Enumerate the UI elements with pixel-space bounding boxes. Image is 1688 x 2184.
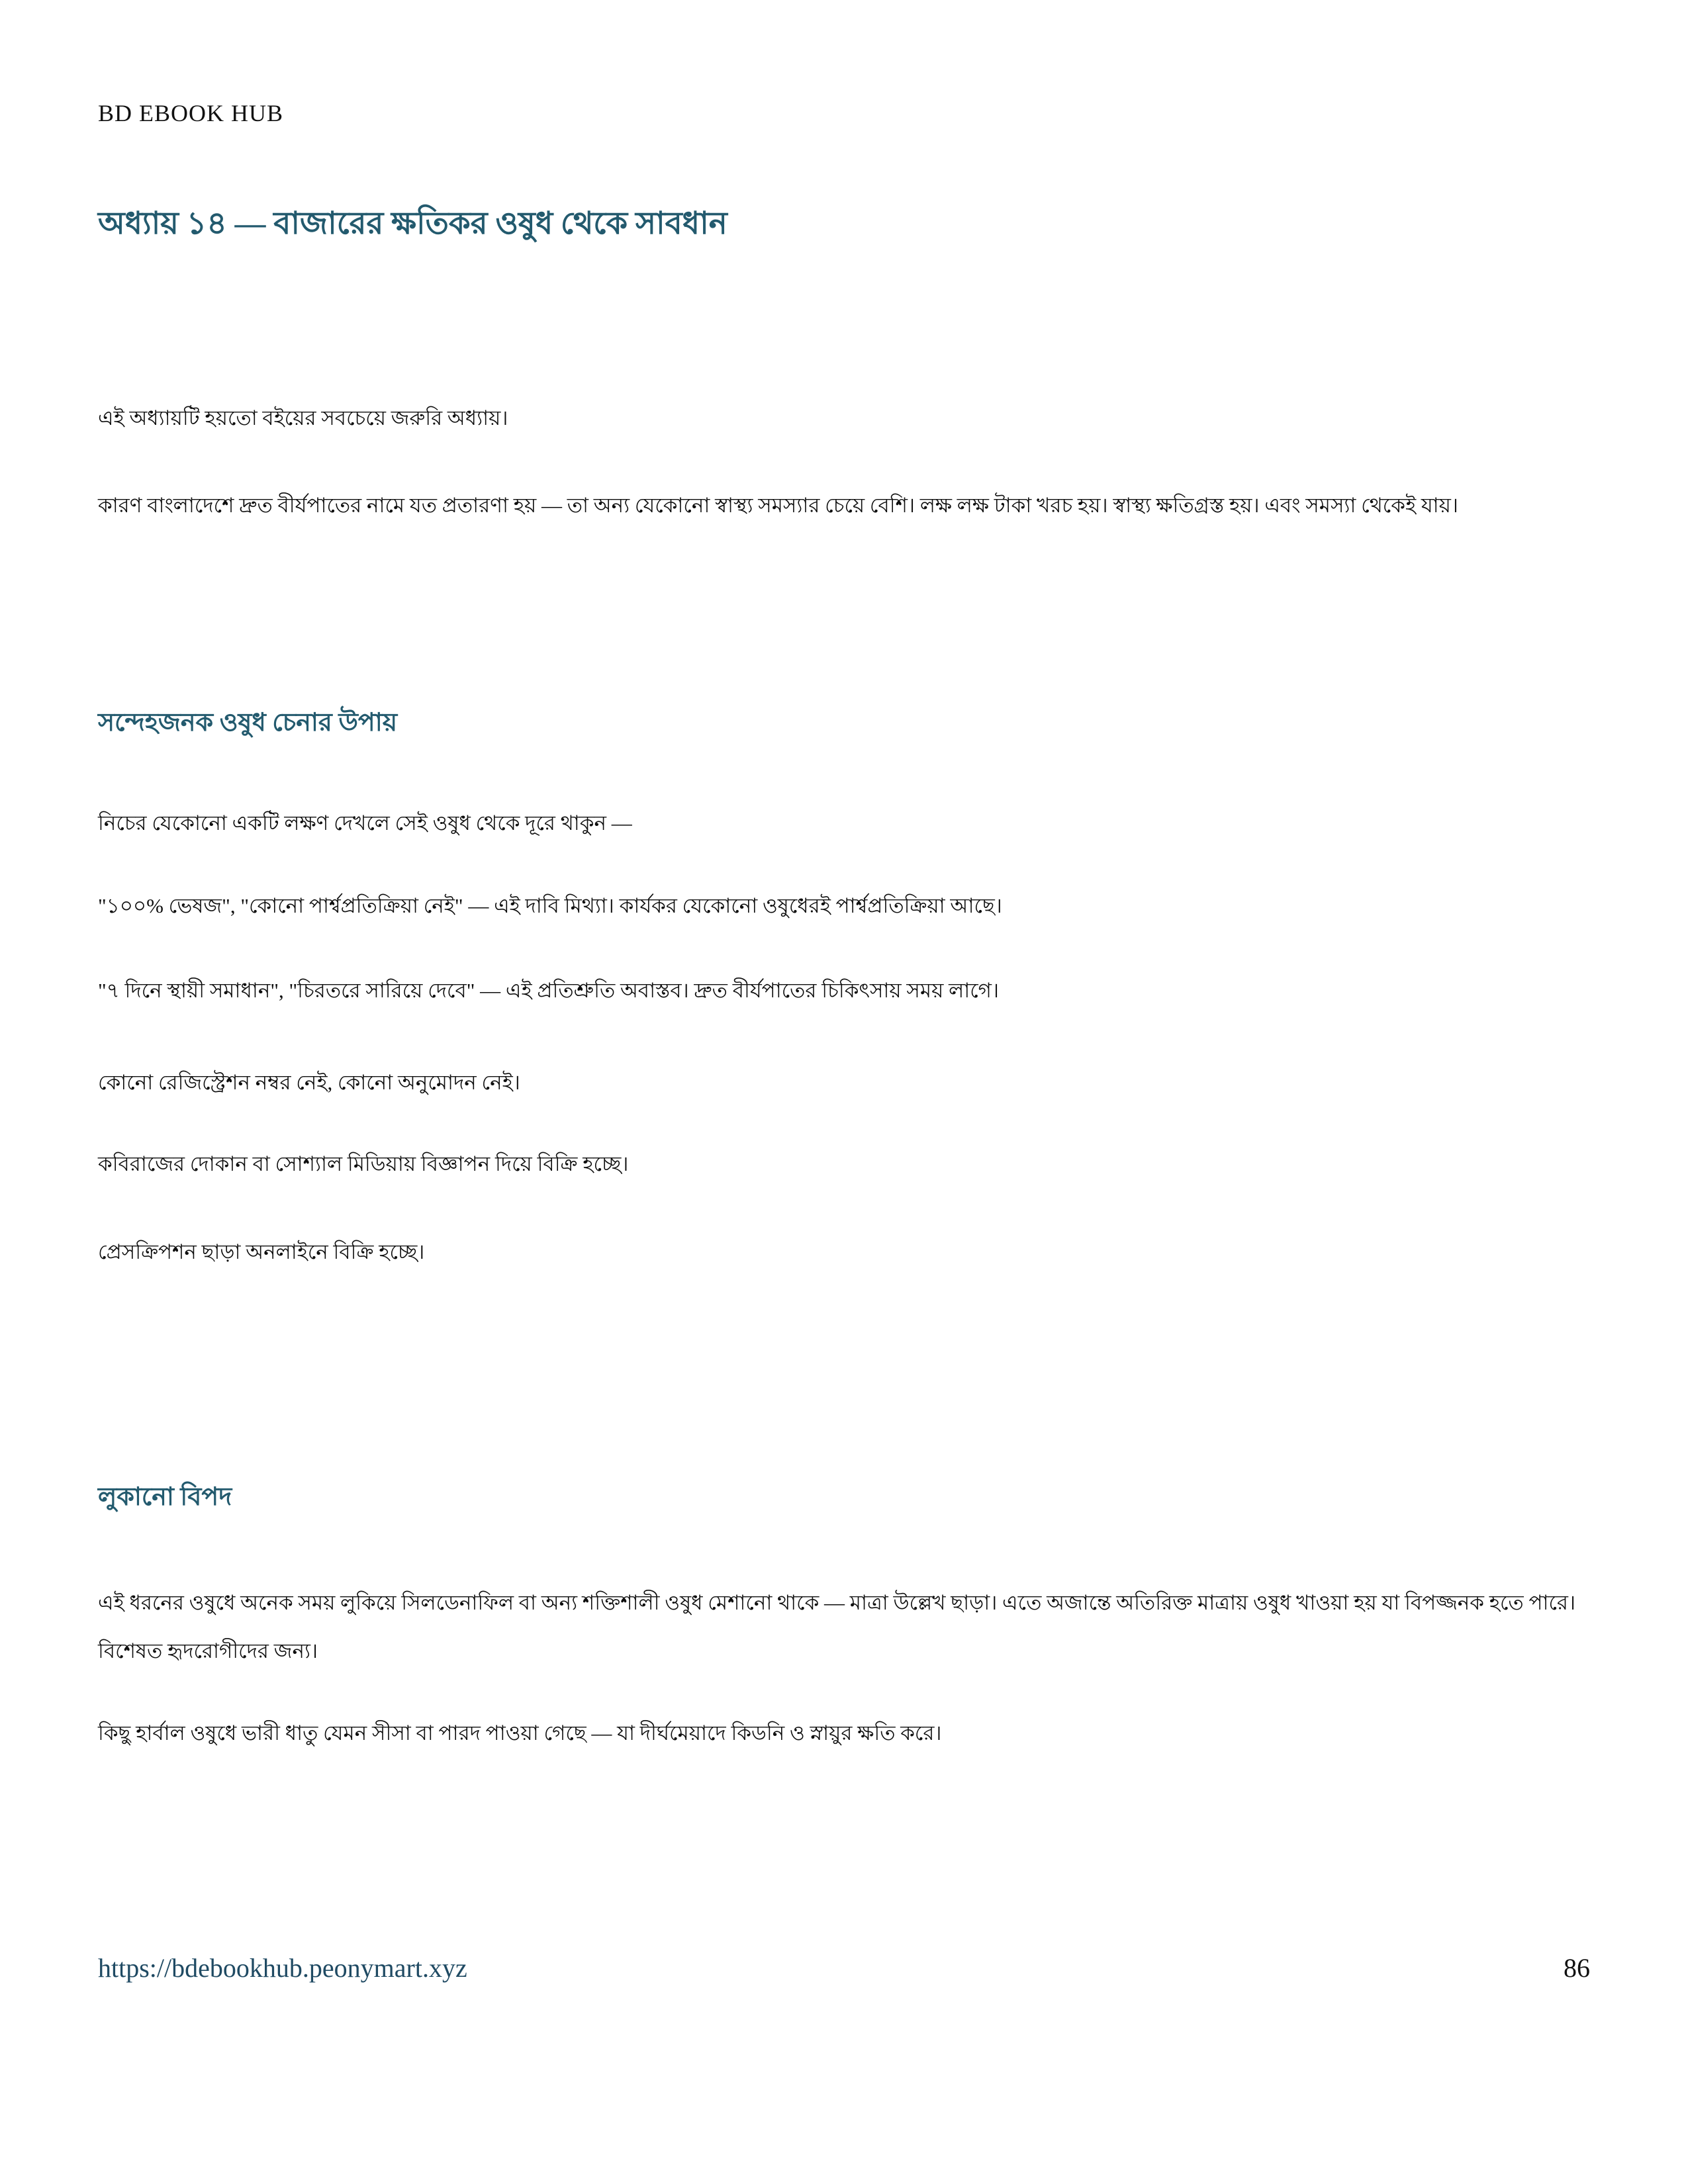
publisher-header: BD EBOOK HUB bbox=[98, 100, 284, 126]
page-footer bbox=[98, 1952, 1590, 1983]
section-heading-hidden-danger: লুকানো বিপদ bbox=[98, 1483, 232, 1511]
section-paragraph: নিচের যেকোনো একটি লক্ষণ দেখলে সেই ওষুধ থেকে দূরে থাকুন — bbox=[98, 811, 632, 835]
section-paragraph: প্রেসক্রিপশন ছাড়া অনলাইনে বিক্রি হচ্ছে। bbox=[98, 1240, 425, 1263]
section-paragraph: "৭ দিনে স্থায়ী সমাধান", "চিরতরে সারিয়ে দেবে" — এই প্রতিশ্রুতি অবাস্তব। দ্রুত বীর্যপাতের চিকিৎসায় সময় লাগে। bbox=[98, 979, 1000, 1002]
section-paragraph: কিছু হার্বাল ওষুধে ভারী ধাতু যেমন সীসা বা পারদ পাওয়া গেছে — যা দীর্ঘমেয়াদে কিডনি ও স্নায়ুর ক্ষতি করে। bbox=[98, 1721, 942, 1745]
section-paragraph: কোনো রেজিস্ট্রেশন নম্বর নেই, কোনো অনুমোদন নেই। bbox=[98, 1071, 520, 1094]
intro-paragraph: কারণ বাংলাদেশে দ্রুত বীর্যপাতের নামে যত প্রতারণা হয় — তা অন্য যেকোনো স্বাস্থ্য সমস্যার চেয়ে বেশি। লক্ষ লক্ষ টাকা খরচ হয়। স্বাস্থ্য ক্ষতিগ্রস্ত হয়। এবং সমস্যা থেকেই যায়। bbox=[98, 494, 1459, 517]
section-heading-suspicious-medicine: সন্দেহজনক ওষুধ চেনার উপায় bbox=[98, 709, 398, 737]
intro-paragraph: এই অধ্যায়টি হয়তো বইয়ের সবচেয়ে জরুরি অধ্যায়। bbox=[98, 406, 508, 430]
chapter-title: অধ্যায় ১৪ — বাজারের ক্ষতিকর ওষুধ থেকে সাবধান bbox=[98, 206, 727, 241]
section-paragraph: কবিরাজের দোকান বা সোশ্যাল মিডিয়ায় বিজ্ঞাপন দিয়ে বিক্রি হচ্ছে। bbox=[98, 1152, 629, 1175]
section-paragraph: "১০০% ভেষজ", "কোনো পার্শ্বপ্রতিক্রিয়া নেই" — এই দাবি মিথ্যা। কার্যকর যেকোনো ওষুধেরই পার্শ্বপ্রতিক্রিয়া আছে। bbox=[98, 894, 1002, 917]
section-paragraph: এই ধরনের ওষুধে অনেক সময় লুকিয়ে সিলডেনাফিল বা অন্য শক্তিশালী ওষুধ মেশানো থাকে — মাত্রা উল্লেখ ছাড়া। এতে অজান্তে অতিরিক্ত মাত্রায় ওষুধ খাওয়া হয় যা বিপজ্জনক হতে পারে। বিশেষত হৃদরোগীদের জন্য। bbox=[98, 1591, 1576, 1662]
footer-url-link[interactable]: https://bdebookhub.peonymart.xyz bbox=[98, 1953, 467, 1983]
page-number: 86 bbox=[1564, 1953, 1590, 1983]
